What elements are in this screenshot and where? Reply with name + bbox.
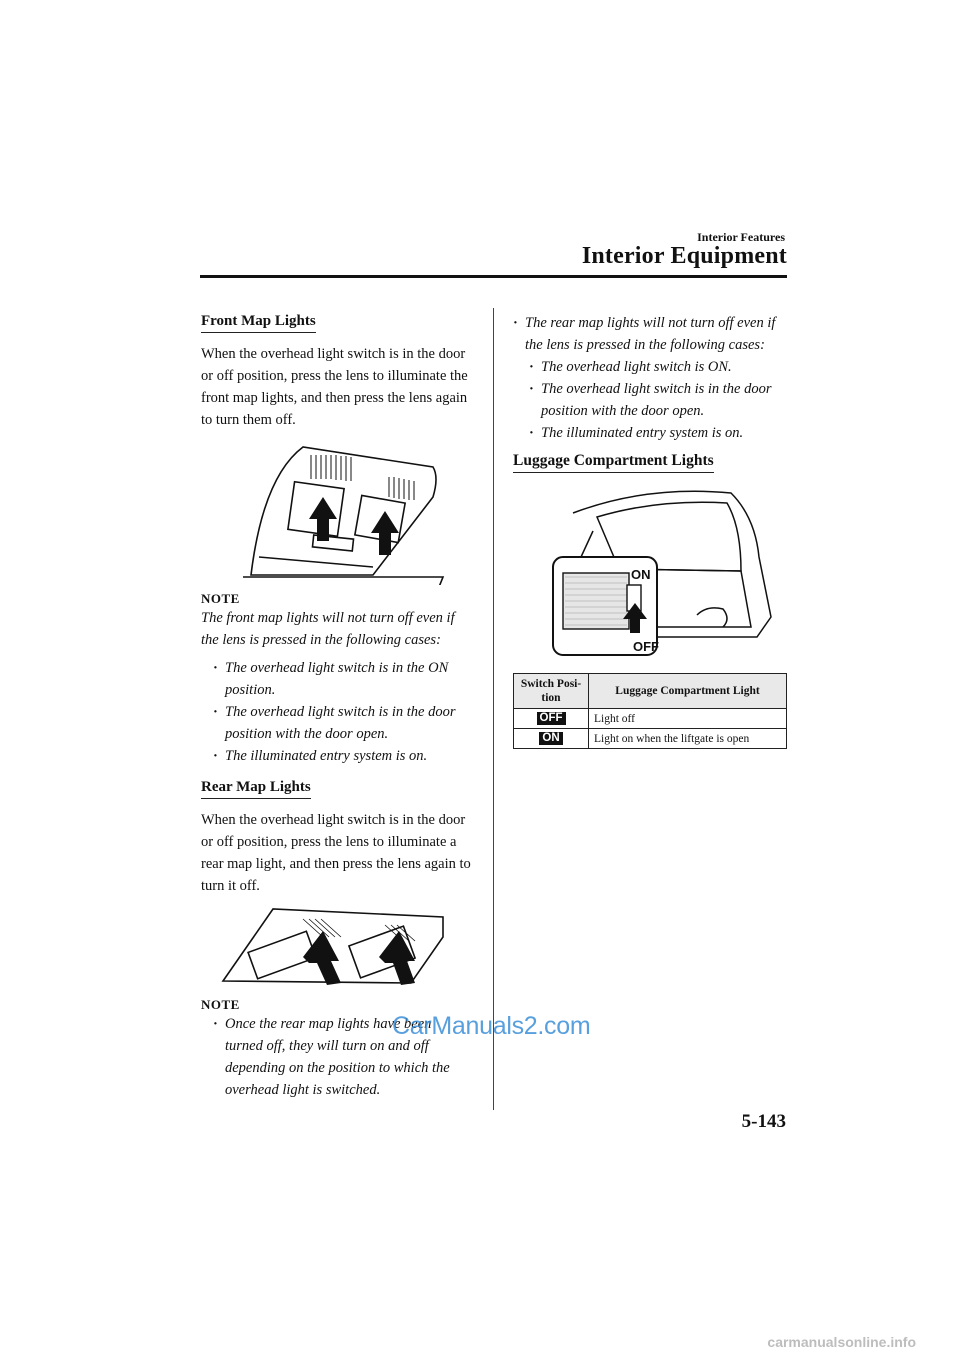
list-item: · Once the rear map lights have been turned off, they will turn on and off depending on the position to which the overhead light is switched. bbox=[213, 1013, 471, 1101]
right-column bbox=[513, 312, 783, 749]
rear-map-lights-figure bbox=[203, 903, 473, 991]
watermark: CarManuals2.com bbox=[392, 1012, 591, 1040]
front-map-lights-heading: Front Map Lights bbox=[201, 313, 316, 333]
front-map-note-label: NOTE bbox=[201, 591, 240, 606]
chapter-title: Interior Features bbox=[697, 230, 785, 244]
table-row bbox=[514, 729, 787, 749]
section-title: Interior Equipment bbox=[581, 243, 787, 269]
on-switch-icon: ON bbox=[539, 732, 562, 745]
rear-map-sub-list bbox=[513, 356, 783, 444]
table-row bbox=[514, 709, 787, 729]
rear-map-lights-body: When the overhead light switch is in the door or off position, press the lens to illuminate a rear map light, and then press the lens again to turn it off. bbox=[201, 812, 471, 894]
front-map-lights-figure bbox=[203, 437, 473, 585]
rear-map-lights-heading: Rear Map Lights bbox=[201, 779, 311, 799]
front-map-lights-body: When the overhead light switch is in the door or off position, press the lens to illuminate the front map lights, and then press the lens again to turn them off. bbox=[201, 346, 468, 428]
list-item: · The overhead light switch is in the door position with the door open. bbox=[529, 378, 783, 422]
footer-link[interactable]: carmanualsonline.info bbox=[767, 1334, 916, 1350]
table-header-row bbox=[514, 674, 787, 709]
figure-on-label: ON bbox=[631, 567, 651, 582]
luggage-lights-figure bbox=[527, 487, 789, 659]
figure-off-label: OFF bbox=[633, 639, 659, 654]
header-rule bbox=[200, 275, 787, 278]
list-item: · The overhead light switch is in the ON position. bbox=[213, 657, 471, 701]
list-item: · The rear map lights will not turn off even if the lens is pressed in the following cases: bbox=[513, 312, 783, 356]
list-item: · The overhead light switch is in the door position with the door open. bbox=[213, 701, 471, 745]
column-header-switch-position: Switch Posi-tion bbox=[514, 674, 589, 709]
table-cell: Light on when the liftgate is open bbox=[589, 729, 787, 749]
left-column bbox=[201, 312, 471, 1101]
column-divider bbox=[493, 308, 494, 1110]
rear-map-note-list-right bbox=[513, 312, 783, 356]
rear-map-note-label: NOTE bbox=[201, 997, 240, 1012]
column-header-light: Luggage Compartment Light bbox=[589, 674, 787, 709]
list-item: · The illuminated entry system is on. bbox=[529, 422, 783, 444]
table-cell: Light off bbox=[589, 709, 787, 729]
luggage-lights-heading: Luggage Compartment Lights bbox=[513, 452, 714, 473]
page-number: 5-143 bbox=[741, 1111, 786, 1132]
list-item: · The illuminated entry system is on. bbox=[213, 745, 471, 767]
front-map-note-intro: The front map lights will not turn off even if the lens is pressed in the following cases: bbox=[201, 610, 455, 648]
front-map-note-list bbox=[201, 657, 471, 767]
luggage-switch-table bbox=[513, 673, 787, 749]
off-switch-icon: OFF bbox=[537, 712, 566, 725]
list-item: · The overhead light switch is ON. bbox=[529, 356, 783, 378]
